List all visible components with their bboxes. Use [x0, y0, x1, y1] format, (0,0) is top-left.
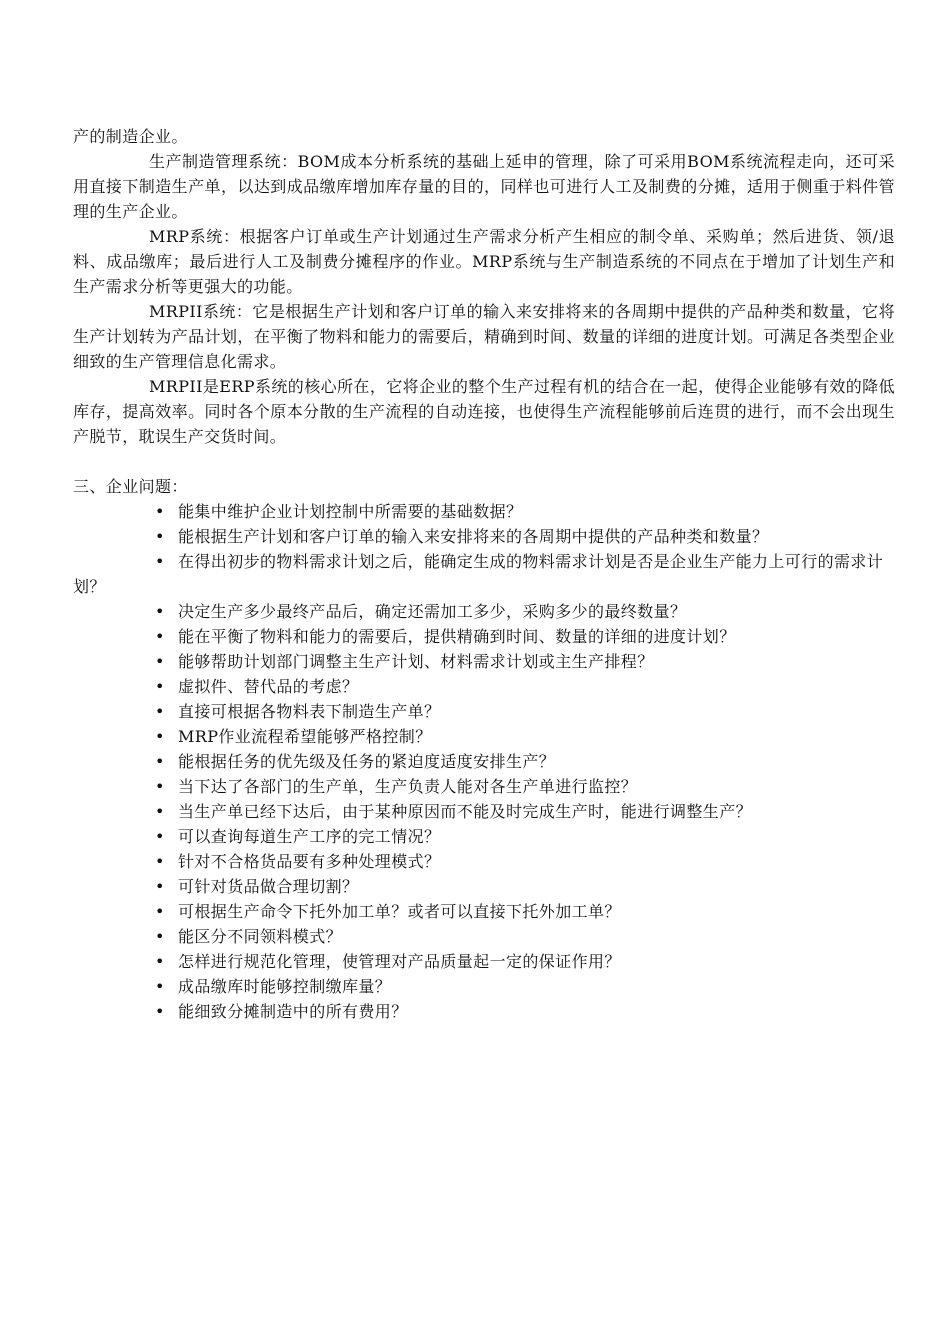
bullet-icon: •	[155, 877, 165, 896]
list-item	[73, 999, 895, 1024]
list-item	[73, 649, 895, 674]
paragraph-mrpii-system: MRPII系统：它是根据生产计划和客户订单的输入来安排将来的各周期中提供的产品种类和数量，它将生产计划转为产品计划，在平衡了物料和能力的需要后，精确到时间、数量的详细的进度计划。可满足各类型企业细致的生产管理信息化需求。	[73, 302, 895, 371]
list-item	[73, 799, 895, 824]
bullet-icon: •	[155, 702, 165, 721]
bullet-icon: •	[155, 527, 165, 546]
list-item	[73, 724, 895, 749]
paragraph-continuation: 产的制造企业。	[73, 127, 188, 146]
bullet-icon: •	[155, 652, 165, 671]
bullet-icon: •	[155, 827, 165, 846]
list-item	[73, 899, 895, 924]
list-item-text: 决定生产多少最终产品后，确定还需加工多少，采购多少的最终数量？	[178, 602, 687, 621]
list-item	[73, 499, 895, 524]
bullet-icon: •	[155, 752, 165, 771]
bullet-icon: •	[155, 552, 165, 571]
list-item-text: 能细致分摊制造中的所有费用？	[178, 1002, 408, 1021]
paragraph-mrpii-erp-core: MRPII是ERP系统的核心所在，它将企业的整个生产过程有机的结合在一起，使得企业能够有效的降低库存，提高效率。同时各个原本分散的生产流程的自动连接，也使得生产流程能够前后连贯的进行，而不会出现生产脱节，耽误生产交货时间。	[73, 377, 895, 446]
list-item	[73, 674, 895, 699]
list-item	[73, 974, 895, 999]
list-item	[73, 524, 895, 549]
bullet-icon: •	[155, 627, 165, 646]
list-item	[73, 749, 895, 774]
list-item-text: 直接可根据各物料表下制造生产单？	[178, 702, 441, 721]
bullet-icon: •	[155, 502, 165, 521]
problem-list	[73, 499, 895, 1024]
list-item-text: 怎样进行规范化管理，使管理对产品质量起一定的保证作用？	[178, 952, 621, 971]
bullet-icon: •	[155, 602, 165, 621]
list-item-text: 可以查询每道生产工序的完工情况？	[178, 827, 441, 846]
list-item	[73, 924, 895, 949]
paragraph-production-management: 生产制造管理系统：BOM成本分析系统的基础上延申的管理，除了可采用BOM系统流程走向，还可采用直接下制造生产单，以达到成品缴库增加库存量的目的，同样也可进行人工及制费的分摊，适用于侧重于料件管理的生产企业。	[73, 152, 895, 221]
bullet-icon: •	[155, 777, 165, 796]
list-item	[73, 699, 895, 724]
bullet-icon: •	[155, 952, 165, 971]
bullet-icon: •	[155, 802, 165, 821]
paragraph-mrp-system: MRP系统：根据客户订单或生产计划通过生产需求分析产生相应的制令单、采购单；然后进货、领/退料、成品缴库；最后进行人工及制费分摊程序的作业。MRP系统与生产制造系统的不同点在于增加了计划生产和生产需求分析等更强大的功能。	[73, 227, 895, 296]
list-item	[73, 624, 895, 649]
list-item-text: 当生产单已经下达后，由于某种原因而不能及时完成生产时，能进行调整生产？	[178, 802, 753, 821]
bullet-icon: •	[155, 902, 165, 921]
list-item	[73, 874, 895, 899]
list-item-text: 能区分不同领料模式？	[178, 927, 343, 946]
bullet-icon: •	[155, 677, 165, 696]
bullet-icon: •	[155, 977, 165, 996]
list-item-text: 能集中维护企业计划控制中所需要的基础数据？	[178, 502, 523, 521]
list-item-text: 成品缴库时能够控制缴库量？	[178, 977, 392, 996]
bullet-icon: •	[155, 852, 165, 871]
list-item	[73, 849, 895, 874]
list-item-text: 在得出初步的物料需求计划之后，能确定生成的物料需求计划是否是企业生产能力上可行的需求计划？	[73, 552, 884, 596]
list-item-text: 可根据生产命令下托外加工单？或者可以直接下托外加工单？	[178, 902, 621, 921]
bullet-icon: •	[155, 927, 165, 946]
document-body	[73, 124, 895, 1024]
list-item	[73, 949, 895, 974]
list-item-text: 当下达了各部门的生产单，生产负责人能对各生产单进行监控？	[178, 777, 638, 796]
list-item-text: 能够帮助计划部门调整主生产计划、材料需求计划或主生产排程？	[178, 652, 654, 671]
list-item-text: 能根据任务的优先级及任务的紧迫度适度安排生产？	[178, 752, 556, 771]
list-item	[73, 824, 895, 849]
list-item	[73, 549, 895, 599]
section-title: 三、企业问题：	[73, 477, 188, 496]
bullet-icon: •	[155, 727, 165, 746]
list-item-text: 针对不合格货品要有多种处理模式？	[178, 852, 441, 871]
list-item-text: 能根据生产计划和客户订单的输入来安排将来的各周期中提供的产品种类和数量？	[178, 527, 769, 546]
list-item	[73, 599, 895, 624]
list-item-text: 虚拟件、替代品的考虑？	[178, 677, 359, 696]
bullet-icon: •	[155, 1002, 165, 1021]
list-item-text: 能在平衡了物料和能力的需要后，提供精确到时间、数量的详细的进度计划？	[178, 627, 736, 646]
list-item	[73, 774, 895, 799]
list-item-text: MRP作业流程希望能够严格控制？	[178, 727, 432, 746]
list-item-text: 可针对货品做合理切割？	[178, 877, 359, 896]
